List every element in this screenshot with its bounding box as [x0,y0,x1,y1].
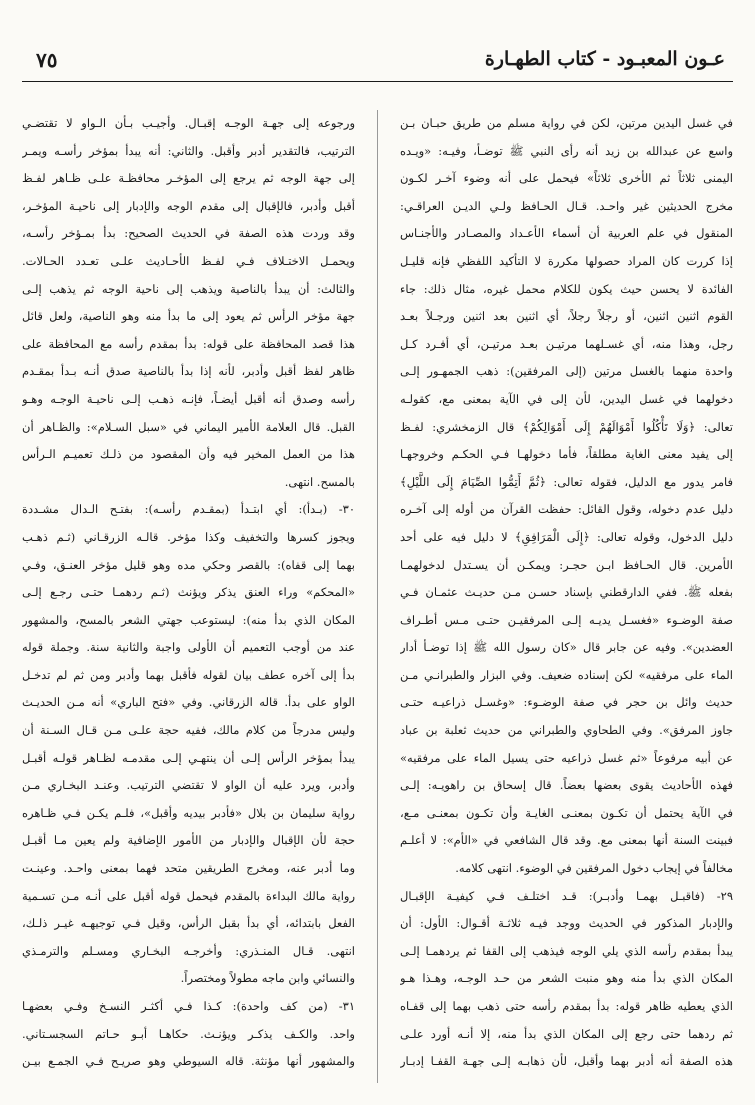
text-line: صفة الوضـوء «فغسـل يديـه إلـى المرفقيـن حتـى مـس أطـراف [400,612,733,627]
text-line: بدأ إلى آخره عطف بيان لقوله فأقبل بهما وأدبر ومن ثم لم تدخـل [22,667,355,682]
column-divider [377,110,378,1083]
text-line: وأدبر، ويرد عليه أن الواو لا تقتضي الترتيب. وعنـد البخـاري مـن [22,778,355,793]
right-column [400,110,733,1083]
text-line: والنسائي وابن ماجه مطولاً ومختصراً. [180,971,355,986]
text-columns [22,110,733,1083]
text-line: في الآية يحتمل أن تكـون بمعنـى الغايـة وأن تكـون بمعنـى مـع، [400,805,733,820]
text-line: إلى يفيد معنى الغاية مطلقاً، فأما دخولهـا فـي الحكـم وخروجهـا [400,447,733,462]
text-line: الذي يعطيه ظاهر قوله: بدأ بمقدم رأسه حتى ذهب بهما إلى قفـاه [400,999,733,1013]
book-title: عـون المعبـود - كتاب الطهـارة [484,48,725,70]
text-line: عن أبيه مرفوعاً «ثم غسل ذراعيه حتى يسيل الماء على مرفقيه» [400,750,733,765]
text-line: رجل، وهذا منه، أي غسـلهما مرتيـن بعـد مرتيـن، أي أفـرد كـل [400,336,733,351]
header-rule [22,81,733,82]
text-line: المكان الذي بدأ منه): ليستوعب جهتي الشعر بالمسح، والمشهور [22,612,355,627]
text-line: الترتيب، فالتقدير أدبر وأقبل. والثاني: أنه يبدأ بمؤخر رأسـه ويمـر [22,143,355,158]
text-line: ثم ردهما حتى رجع إلى المكان الذي بدأ منه، إلا أنـه أورد علـى [400,1026,733,1041]
text-line: إذا كررت كان المراد حصولها مكررة لا التأكيد اللفظي فإنه قليـل [400,253,733,268]
text-line: ٣١- (من كف واحدة): كـذا فـي أكثـر النسـخ وفـي بعضهـا [22,999,355,1013]
text-line: فبينت السنة أنها بمعنى مع. وقد قال الشافعي في «الأم»: لا أعلـم [400,833,733,848]
text-line: دخولهما في غسل اليدين، لأن إلى في الآية بمعنى مع، كقولـه [400,391,733,406]
text-line: واحد. والكـف يذكـر ويؤنـث. حكاهـا أبـو حـاتم السجسـتاني. [22,1026,355,1041]
text-line: هذه الصفة أنه أدبر بهما وأقبل، لأن ذهابـه إلـى جهـة القفـا إدبـار [400,1054,733,1069]
text-line: انتهى. قـال المنـذري: وأخرجـه البخـاري ومسـلم والترمـذي [22,943,355,958]
text-line: القوم اثنين اثنين، أو رجلاً رجلاً، أي اثنين بعد اثنين ورجـلاً بعـد [400,309,733,324]
left-column [22,110,355,1083]
text-line: هذا قصد المحافظة على قوله: بدأ بمقدم رأسه مع المحافظة على [22,336,355,351]
text-line: وليس مدرجاً من كلام مالك، ففيه حجة علـى مـن قـال السـنة أن [22,723,355,738]
text-line: يبدأ بمقدم رأسه الذي يلي الوجه فيذهب إلى القفا ثم يردهمـا إلـى [400,943,733,958]
text-line: الماء على مرفقيه» لكن إسناده ضعيف. وفي البزار والطبرانـي مـن [400,667,733,682]
text-line: الواو على بدأ. قاله الزرقاني. وفي «فتح الباري» أنه مـن الحديـث [22,695,355,710]
text-line: الفائدة لا يحسن حيث يكون للكلام محمل غيره، مثال ذلك: جاء [400,281,733,296]
text-line: المنقول في علم العربية أن أسماء الأعـداد والمصـادر والأجنـاس [400,226,733,241]
text-line: ٣٠- (بـدأ): أي ابتـدأ (بمقـدم رأسـه): بفتـح الـدال مشـددة [22,502,355,517]
text-line: في غسل اليدين مرتين، لكن في رواية مسلم من طريق حبـان بـن [400,116,733,130]
text-line: إلى جهة الوجه ثم يرجع إلى المؤخـر محافظـة علـى ظـاهر لفـظ [22,171,355,186]
text-line: وما أدبر عنه، ومخرج الطريقين متحد فهما بمعنى واحـد. وعينـت [22,861,355,876]
text-line: دليل الدخول، وقوله تعالى: ﴿إِلَى الْمَرَافِقِ﴾ لا دليل فيه على أحد [400,529,733,544]
text-line: ورجوعه إلى جهـة الوجـه إقبـال. وأجيـب بـأن الـواو لا تقتضـي [22,116,355,130]
text-line: دليل عدم دخوله، وقول القائل: حفظت القرآن من أوله إلى آخـره [400,502,733,517]
text-line: تعالى: ﴿وَلَا تَأْكُلُوا أَمْوَالَهُمْ إِلَى أَمْوَالِكُمْ﴾ قال الزمخشري: لفـظ [400,419,733,434]
text-line: الفعل بابتدائه، أي بدأ بقبل الرأس، وقيل فـي توجيهـه غيـر ذلـك، [22,916,355,931]
text-line: فهذه الأحاديث يقوى بعضها بعضاً. قال إسحاق بن راهويـه: إلـى [400,778,733,793]
text-line: حجة لأن الإقبال والإدبار من الأمور الإضافية ولم يعين مـا أقبـل [22,833,355,848]
page-number: ٧٥ [36,48,58,72]
text-line: واسع عن عبدالله بن زيد أنه رأى النبي ﷺ توضـأ، وفيـه: «ويـده [400,143,733,158]
text-line: ظاهر لفظ أقبل وأدبر، لأنه إذا بدأ بالناصية صدق أنـه بـدأ بمقـدم [22,364,355,379]
text-line: بهما إلى قفاه): بالقصر وحكي مده وهو قليل مؤخر العنـق، وفـي [22,557,355,572]
text-line: بالمسح. انتهى. [284,474,355,489]
text-line: حديث وائل بن حجر في صفة الوضـوء: «وغسـل ذراعيـه حتـى [400,695,733,710]
text-line: جهة مؤخر الرأس ثم يعود إلى ما بدأ منه وهو الناصية، ولعل قائل [22,309,355,324]
text-line: «المحكم» وراء العنق يذكر ويؤنث (ثـم ردهمـا حتـى رجـع إلـى [22,585,355,600]
text-line: مخالفاً في إيجاب دخول المرفقين في الوضوء. انتهى كلامه. [455,861,733,876]
text-line: والثالث: أن يبدأ بالناصية ويذهب إلى ناحية الوجه ثم يذهب إلـى [22,281,355,296]
text-line: ٢٩- (فاقبـل بهمـا وأدبـر): قـد اختلـف فـي كيفيـة الإقبـال [400,888,733,903]
text-line: عند من أوجب التعميم أن الأولى واجبة والثانية سنة. وجملة قوله [22,640,355,655]
text-line: والإدبار المذكور في الحديث ووجد فيـه ثلاثـة أقـوال: الأول: أن [400,916,733,931]
text-line: واحدة منهما بالغسل مرتين (إلى المرفقين): ذهب الجمهـور إلـى [400,364,733,379]
text-line: مخرج الحديثين غير واحـد. قـال الحـافظ ولـي الديـن العراقـي: [400,198,733,213]
text-line: يبدأ بمؤخر الرأس إلـى أن ينتهـي إلـى مقدمـه لظـاهر قولـه أقبـل [22,750,355,765]
text-line: أقبل وأدبر، فالإقبال إلى مقدم الوجه والإدبار إلى ناحيـة المؤخـر، [22,198,355,213]
text-line: بفعله ﷺ. ففي الدارقطني بإسناد حسـن مـن حديـث عثمـان فـي [400,585,733,600]
text-line: جاوز المرفق». وفي الطحاوي والطبراني من حديث ثعلبة بن عباد [400,723,733,738]
text-line: اليمنى ثلاثاً ثم الأخرى ثلاثاً» فيحمل على أنه وضوء آخـر لكـون [400,171,733,186]
text-line: الأمرين. قال الحـافظ ابـن حجـر: ويمكـن أن يسـتدل لدخولهمـا [400,557,733,572]
text-line: ويحمـل الاختـلاف فـي لفـظ الأحـاديث علـى تعـدد الحـالات. [22,253,355,268]
text-line: العضدين». وفيه عن جابر قال «كان رسول الله ﷺ إذا توضـأ أدار [400,640,733,655]
text-line: وقد وردت هذه الصفة في الحديث الصحيح: بدأ بمـؤخر رأسـه، [22,226,355,241]
page-header [22,44,733,84]
text-line: القبل. قال العلامة الأمير اليماني في «سبل السـلام»: والظـاهر أن [22,419,355,434]
text-line: فامر يدور مع الدليل، فقوله تعالى: ﴿ثُمَّ أَتِمُّوا الصِّيَامَ إِلَى اللَّيْلِ﴾ [400,474,733,489]
text-line: رواية سليمان بن بلال «فأدبر بيديه وأقبل»، فلـم يكـن فـي ظـاهره [22,805,355,820]
text-line: ويجوز كسرها والتخفيف وكذا مؤخر. قالـه الزرقـاني (ثـم ذهـب [22,529,355,544]
text-line: رواية مالك البداءة بالمقدم فيحمل قوله أقبل على أنـه مـن تسـمية [22,888,355,903]
text-line: رأسه وصدق أنه أقبل أيضـاً، فإنـه ذهـب إلـى ناحيـة الوجـه وهـو [22,391,355,406]
text-line: المكان الذي بدأ منه وهو منبت الشعر من حـد الوجـه، وهـذا هـو [400,971,733,986]
text-line: والمشهور أنها مؤنثة. قاله السيوطي وهو صريـح فـي الجمـع بيـن [22,1054,355,1069]
text-line: هذا من العمل المخير فيه وأن المقصود من ذلـك تعميـم الـرأس [22,447,355,462]
